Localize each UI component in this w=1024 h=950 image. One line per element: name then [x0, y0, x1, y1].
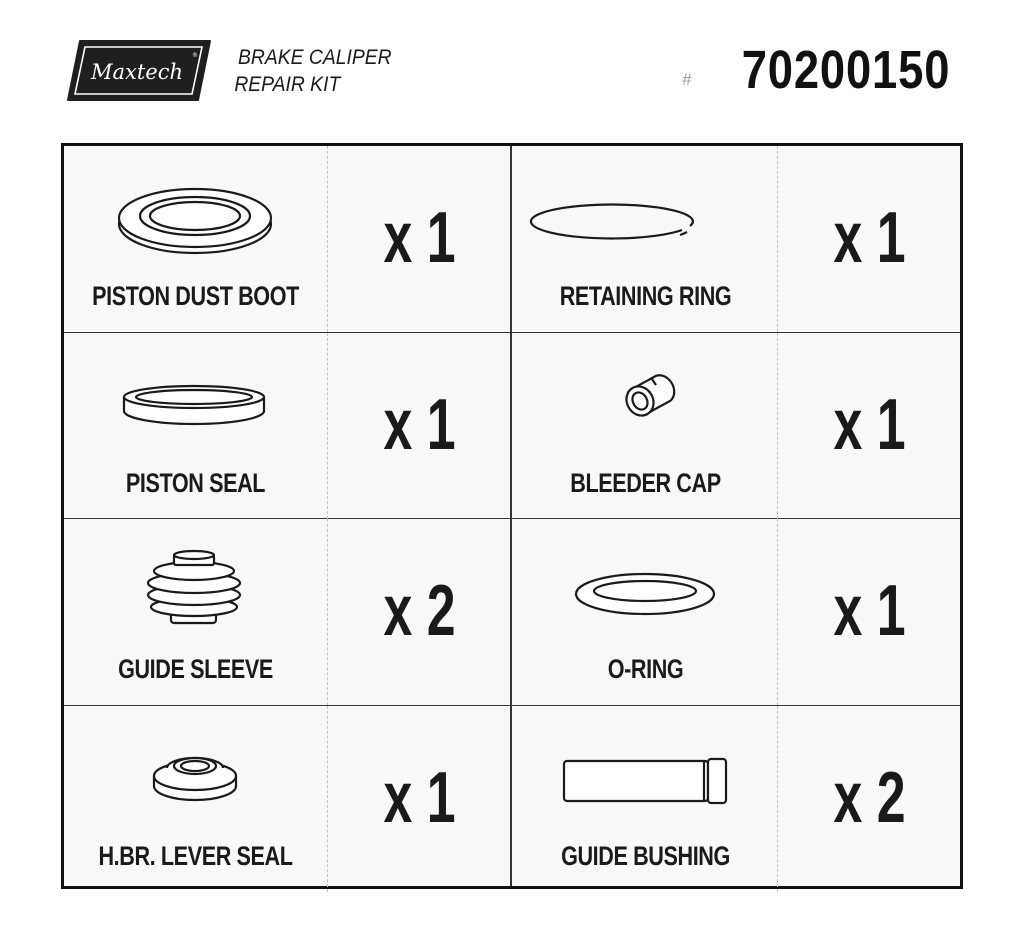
qty-cell	[777, 706, 961, 892]
part-number-block	[682, 42, 950, 98]
piston-dust-boot-icon	[64, 146, 327, 276]
brand-logo	[66, 39, 212, 102]
guide-bushing-icon	[514, 706, 777, 836]
item-label: BLEEDER CAP	[570, 468, 721, 498]
quantity: x 1	[833, 571, 906, 651]
parts-table	[61, 143, 963, 889]
item-cell-lever-seal	[64, 706, 327, 892]
qty-cell	[777, 146, 961, 332]
svg-text:Maxtech: Maxtech	[90, 60, 184, 84]
qty-cell	[327, 146, 511, 332]
quantity: x 1	[833, 385, 906, 465]
quantity: x 2	[383, 571, 456, 651]
item-label: PISTON SEAL	[125, 468, 266, 498]
quantity: x 1	[833, 198, 906, 278]
quantity: x 1	[383, 758, 456, 838]
item-cell-guide-bushing	[514, 706, 777, 892]
quantity: x 1	[383, 385, 456, 465]
item-label: GUIDE BUSHING	[561, 841, 730, 871]
item-label: GUIDE SLEEVE	[118, 654, 273, 684]
piston-seal-icon	[64, 333, 327, 463]
bleeder-cap-icon	[514, 333, 777, 463]
item-label: H.BR. LEVER SEAL	[98, 841, 293, 871]
retaining-ring-icon	[514, 146, 777, 276]
qty-cell	[777, 333, 961, 519]
qty-cell	[327, 519, 511, 705]
item-cell-guide-sleeve	[64, 519, 327, 705]
item-cell-bleeder-cap	[514, 333, 777, 519]
item-cell-o-ring	[514, 519, 777, 705]
item-cell-retaining-ring	[514, 146, 777, 332]
hash-symbol: #	[682, 70, 692, 89]
item-label: O-RING	[607, 654, 684, 684]
product-title-line2: REPAIR KIT	[234, 73, 341, 96]
guide-sleeve-icon	[64, 519, 327, 649]
qty-cell	[777, 519, 961, 705]
product-title-line1: BRAKE CALIPER	[238, 46, 392, 69]
qty-cell	[327, 706, 511, 892]
lever-seal-icon	[64, 706, 327, 836]
quantity: x 1	[383, 198, 456, 278]
item-cell-piston-dust-boot	[64, 146, 327, 332]
item-label: PISTON DUST BOOT	[92, 281, 299, 311]
qty-cell	[327, 333, 511, 519]
o-ring-icon	[514, 519, 777, 649]
item-cell-piston-seal	[64, 333, 327, 519]
item-label: RETAINING RING	[559, 281, 732, 311]
quantity: x 2	[833, 758, 906, 838]
svg-text:®: ®	[192, 52, 198, 59]
product-title	[234, 44, 392, 98]
part-number: 70200150	[741, 40, 950, 100]
